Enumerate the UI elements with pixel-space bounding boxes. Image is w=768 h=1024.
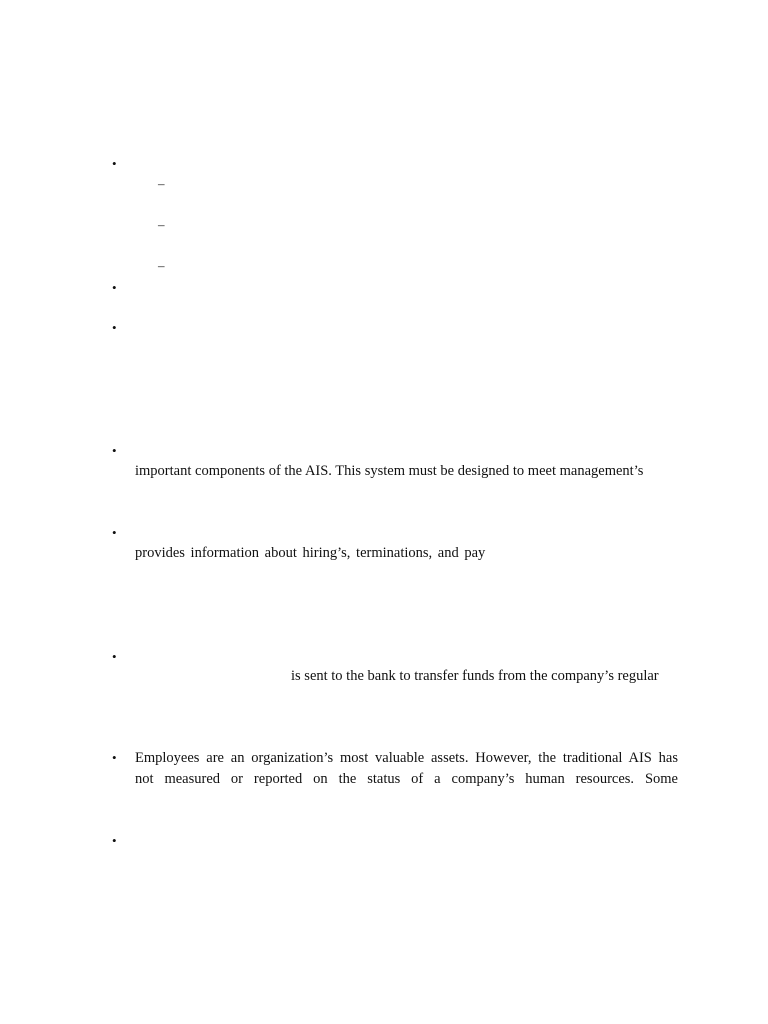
bullet-7: • — [112, 750, 117, 765]
bullet-3: • — [112, 320, 117, 335]
text-employees-2: not measured or reported on the status of a company’s human resources. Some — [135, 771, 678, 787]
text-bank-transfer: is sent to the bank to transfer funds from the company’s regular — [291, 668, 659, 684]
bullet-4: • — [112, 443, 117, 458]
sub-dash-1: – — [158, 176, 165, 191]
bullet-8: • — [112, 833, 117, 848]
bullet-5: • — [112, 525, 117, 540]
sub-dash-2: – — [158, 217, 165, 232]
sub-dash-3: – — [158, 258, 165, 273]
bullet-6: • — [112, 649, 117, 664]
text-hr-info: provides information about hiring’s, terminations, and pay — [135, 545, 486, 561]
text-employees-1: Employees are an organization’s most valuable assets. However, the traditional AIS has — [135, 750, 678, 766]
text-employees-line-1 — [135, 751, 678, 766]
bullet-1: • — [112, 156, 117, 171]
bullet-2: • — [112, 280, 117, 295]
text-ais-components: important components of the AIS. This system must be designed to meet management’s — [135, 463, 644, 479]
text-employees-line-2 — [135, 772, 678, 787]
